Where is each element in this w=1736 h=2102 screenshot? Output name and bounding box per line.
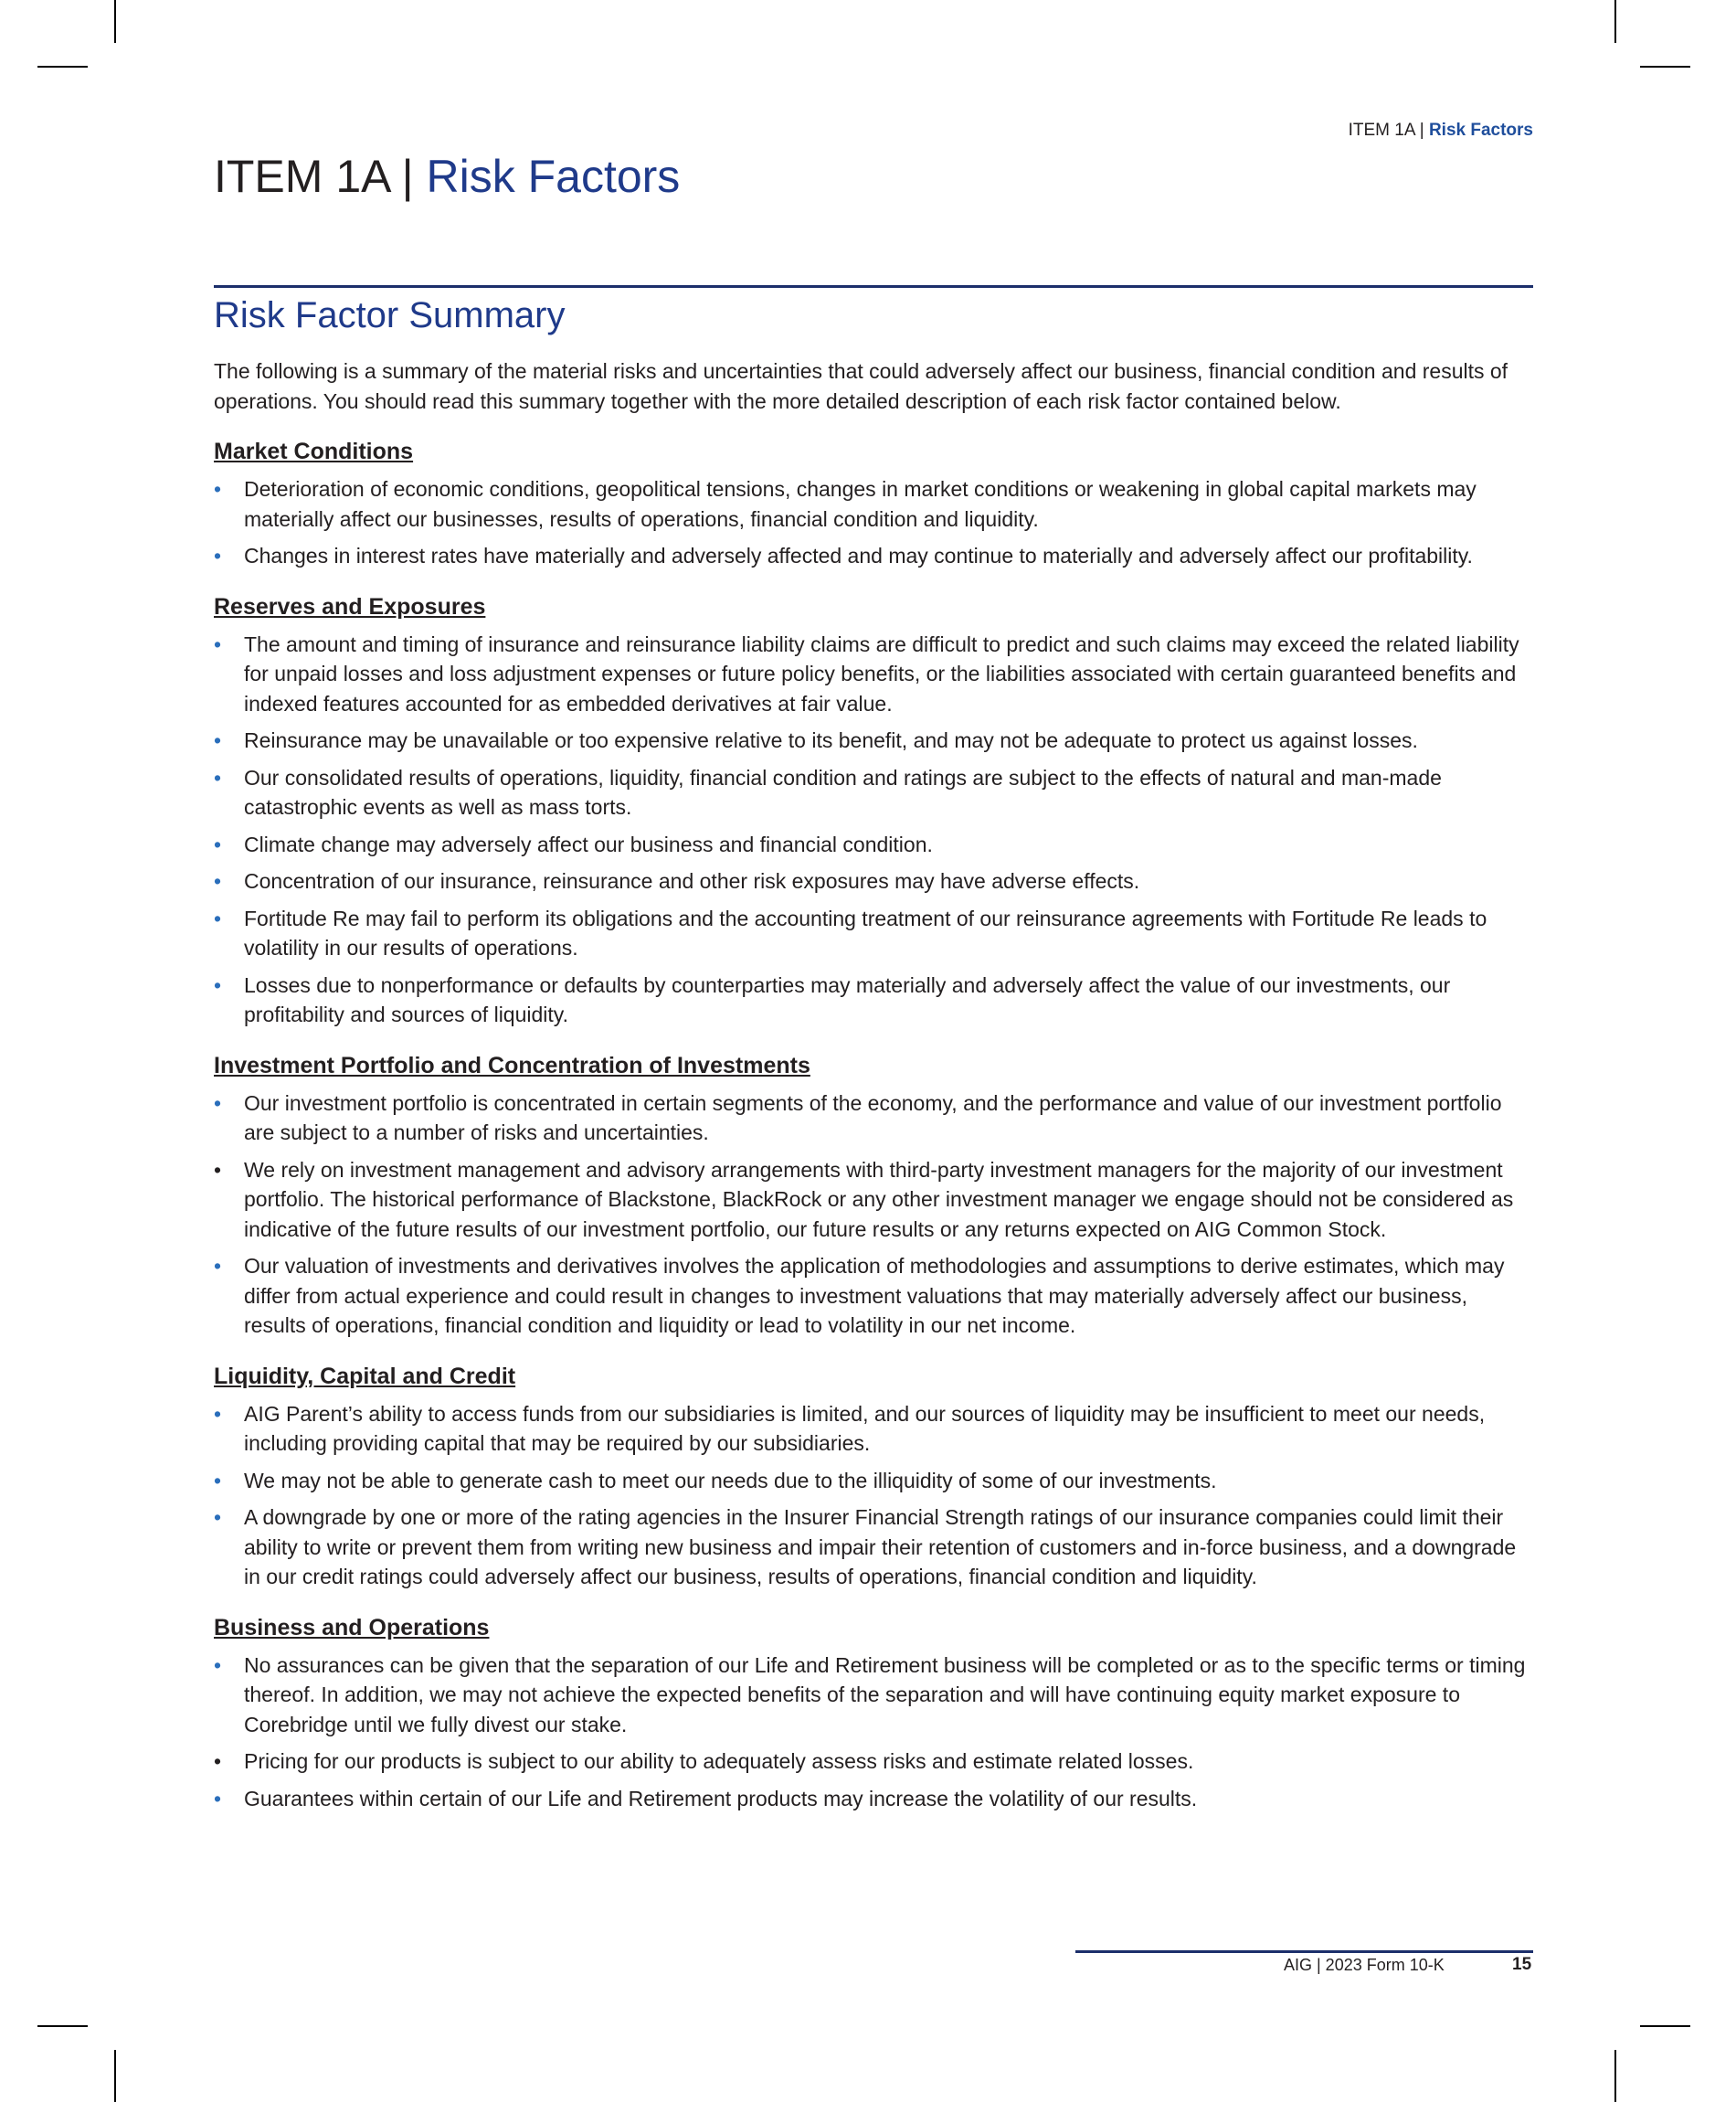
bullet-icon: • <box>214 477 222 501</box>
bullet-list <box>214 1399 1533 1592</box>
section-heading: Reserves and Exposures <box>214 593 486 620</box>
list-item <box>214 1746 1533 1777</box>
sections <box>214 436 1533 1813</box>
list-item-text: We rely on investment management and advisory arrangements with third-party investment managers for the majority of our investment portfolio. The historical performance of Blackstone, BlackRock or any other investment manager we engage should not be considered as indicative of the future results of our investment portfolio, our future results or any returns expected on AIG Common Stock. <box>244 1157 1514 1241</box>
bullet-icon: • <box>214 1157 222 1182</box>
section-heading: Liquidity, Capital and Credit <box>214 1363 516 1389</box>
crop-mark <box>1614 2050 1616 2102</box>
crop-mark <box>114 0 116 43</box>
bullet-list <box>214 474 1533 571</box>
list-item-text: AIG Parent’s ability to access funds from our subsidiaries is limited, and our sources of liquidity may be insufficient to meet our needs, including providing capital that may be required by our subsidiaries. <box>244 1401 1486 1455</box>
list-item-text: Our valuation of investments and derivatives involves the application of methodologies and assumptions to derive estimates, which may differ from actual experience and could result in changes to investment valuations that may materially adversely affect our business, results of operations, financial condition and liquidity or lead to volatility in our net income. <box>244 1254 1505 1337</box>
crop-mark <box>37 2025 88 2027</box>
list-item-text: Our consolidated results of operations, liquidity, financial condition and ratings are subject to the effects of natural and man-made catastrophic events as well as mass torts. <box>244 765 1442 819</box>
list-item <box>214 1651 1533 1740</box>
crop-mark <box>37 66 88 68</box>
running-header-item: ITEM 1A | <box>1348 121 1429 140</box>
bullet-list <box>214 1088 1533 1341</box>
list-item-text: No assurances can be given that the separation of our Life and Retirement business will be completed or as to the specific terms or timing thereof. In addition, we may not achieve the expected benefits of the separation and will have continuing equity market exposure to Corebridge until we fully divest our stake. <box>244 1652 1526 1736</box>
list-item <box>214 1088 1533 1148</box>
list-item <box>214 1251 1533 1341</box>
bullet-icon: • <box>214 1505 222 1529</box>
running-header <box>1349 121 1533 141</box>
list-item-text: A downgrade by one or more of the rating agencies in the Insurer Financial Strength ratings of our insurance companies could limit their ability to write or prevent them from writing new business and impair their retention of customers and in-force business, and a downgrade in our credit ratings could adversely affect our business, results of operations, financial condition and liquidity. <box>244 1505 1517 1588</box>
crop-mark <box>1640 66 1690 68</box>
footer-text: AIG | 2023 Form 10-K <box>1284 1956 1445 1974</box>
bullet-icon: • <box>214 765 222 790</box>
bullet-icon: • <box>214 1468 222 1492</box>
list-item <box>214 1155 1533 1245</box>
list-item <box>214 866 1533 897</box>
list-item <box>214 630 1533 719</box>
section-heading: Market Conditions <box>214 439 414 464</box>
title-section: Risk Factors <box>426 151 681 202</box>
list-item <box>214 971 1533 1030</box>
bullet-list <box>214 1651 1533 1814</box>
bullet-icon: • <box>214 1401 222 1426</box>
list-item-text: Guarantees within certain of our Life and Retirement products may increase the volatility of our results. <box>244 1786 1198 1810</box>
title-item: ITEM 1A | <box>214 151 427 202</box>
list-item-text: Changes in interest rates have materially and adversely affected and may continue to materially and adversely affect our profitability. <box>244 544 1473 568</box>
list-item <box>214 904 1533 963</box>
footer-rule <box>1075 1950 1533 1953</box>
page-number: 15 <box>1512 1955 1532 1974</box>
bullet-icon: • <box>214 869 222 893</box>
list-item <box>214 474 1533 534</box>
bullet-icon: • <box>214 632 222 656</box>
list-item-text: Deterioration of economic conditions, geopolitical tensions, changes in market conditions or weakening in global capital markets may materially affect our businesses, results of operations, financial condition and liquidity. <box>244 477 1477 531</box>
list-item <box>214 1784 1533 1814</box>
list-item <box>214 763 1533 823</box>
intro-paragraph: The following is a summary of the material risks and uncertainties that could adversely affect our business, financial condition and results of operations. You should read this summary together with the more detailed description of each risk factor contained below. <box>214 359 1508 413</box>
bullet-icon: • <box>214 1749 222 1773</box>
list-item-text: The amount and timing of insurance and reinsurance liability claims are difficult to predict and such claims may exceed the related liability for unpaid losses and loss adjustment expenses or future policy benefits, or the liabilities associated with certain guaranteed benefits and indexed features accounted for as embedded derivatives at fair value. <box>244 632 1519 716</box>
list-item-text: Reinsurance may be unavailable or too expensive relative to its benefit, and may not be adequate to protect us against losses. <box>244 728 1418 752</box>
list-item <box>214 1502 1533 1592</box>
list-item-text: Losses due to nonperformance or defaults by counterparties may materially and adversely affect the value of our investments, our profitability and sources of liquidity. <box>244 972 1451 1026</box>
bullet-icon: • <box>214 728 222 752</box>
list-item <box>214 830 1533 860</box>
section-heading: Investment Portfolio and Concentration of Investments <box>214 1052 810 1078</box>
list-item-text: Climate change may adversely affect our business and financial condition. <box>244 832 933 856</box>
running-header-section: Risk Factors <box>1428 121 1533 140</box>
bullet-icon: • <box>214 906 222 930</box>
section-heading: Business and Operations <box>214 1614 490 1640</box>
list-item <box>214 726 1533 756</box>
page-title <box>214 150 680 203</box>
list-item-text: Pricing for our products is subject to our ability to adequately assess risks and estimate related losses. <box>244 1749 1194 1773</box>
bullet-icon: • <box>214 1652 222 1677</box>
bullet-icon: • <box>214 832 222 856</box>
bullet-list <box>214 630 1533 1030</box>
bullet-icon: • <box>214 972 222 997</box>
list-item-text: Concentration of our insurance, reinsurance and other risk exposures may have adverse effects. <box>244 869 1140 893</box>
list-item <box>214 541 1533 571</box>
list-item-text: We may not be able to generate cash to meet our needs due to the illiquidity of some of our investments. <box>244 1468 1217 1492</box>
list-item-text: Our investment portfolio is concentrated in certain segments of the economy, and the performance and value of our investment portfolio are subject to a number of risks and uncertainties. <box>244 1090 1502 1144</box>
crop-mark <box>1640 2025 1690 2027</box>
section-rule <box>214 285 1533 288</box>
list-item <box>214 1399 1533 1459</box>
summary-title: Risk Factor Summary <box>214 295 566 335</box>
list-item-text: Fortitude Re may fail to perform its obligations and the accounting treatment of our reinsurance agreements with Fortitude Re leads to volatility in our results of operations. <box>244 906 1487 960</box>
bullet-icon: • <box>214 1786 222 1810</box>
summary-content <box>214 291 1533 1833</box>
bullet-icon: • <box>214 544 222 568</box>
list-item <box>214 1466 1533 1496</box>
crop-mark <box>114 2050 116 2102</box>
crop-mark <box>1614 0 1616 43</box>
bullet-icon: • <box>214 1090 222 1115</box>
bullet-icon: • <box>214 1254 222 1278</box>
